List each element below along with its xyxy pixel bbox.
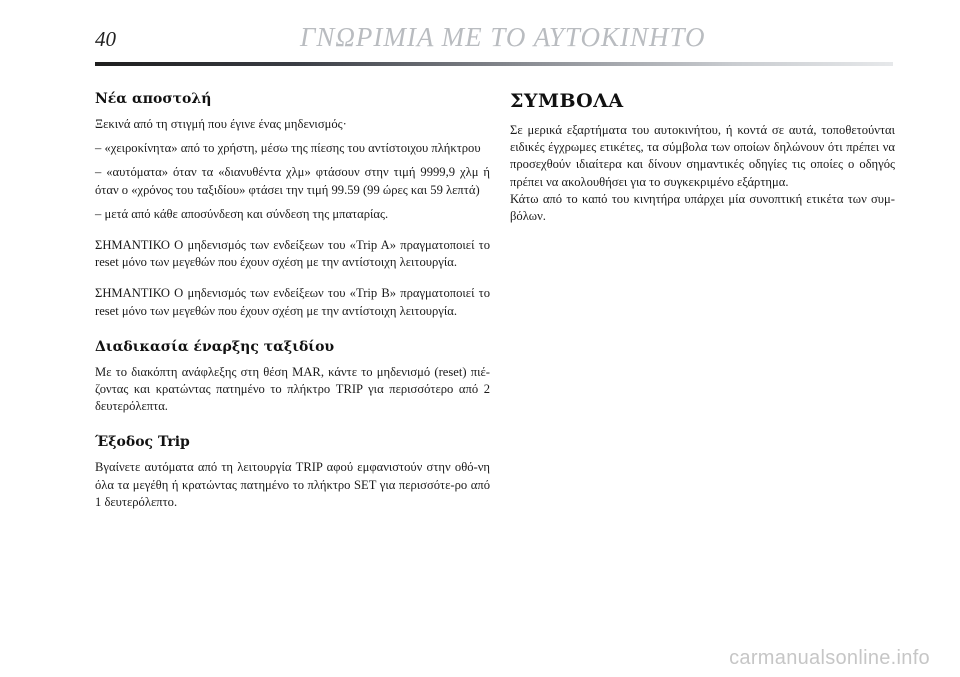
header-rule bbox=[95, 62, 893, 66]
page-number: 40 bbox=[95, 27, 116, 51]
note-trip-a: ΣΗΜΑΝΤΙΚΟ Ο μηδενισμός των ενδείξεων του «Trip A» πραγματοποιεί το reset μόνο των μεγεθών που έχουν σχέση με την αντίστοιχη λειτουργία. bbox=[95, 238, 490, 270]
note-trip-b: ΣΗΜΑΝΤΙΚΟ Ο μηδενισμός των ενδείξεων του «Trip B» πραγματοποιεί το reset μόνο των μεγεθών που έχουν σχέση με την αντίστοιχη λειτουργία. bbox=[95, 286, 490, 318]
watermark: carmanualsonline.info bbox=[729, 647, 930, 669]
bullet-battery: – μετά από κάθε αποσύνδεση και σύνδεση της μπαταρίας. bbox=[95, 206, 389, 221]
intro-text: Ξεκινά από τη στιγμή που έγινε ένας μηδενισμός· bbox=[95, 117, 347, 131]
right-column bbox=[510, 90, 895, 225]
left-column bbox=[95, 90, 490, 511]
trip-exit-text: Βγαίνετε αυτόματα από τη λειτουργία TRIP αφού εμφανιστούν στην οθό-νη όλα τα μεγέθη ή κρατώντας πατημένο το πλήκτρο SET για περισσότε-ρο από 1 δευτερόλεπτο. bbox=[95, 460, 490, 509]
symbols-label-note: Κάτω από το καπό του κινητήρα υπάρχει μία συνοπτική ετικέτα των συμ-βόλων. bbox=[510, 191, 895, 224]
section-heading-trip-start: Διαδικασία έναρξης ταξιδίου bbox=[95, 338, 335, 355]
symbols-heading: ΣΥΜΒΟΛΑ bbox=[510, 90, 624, 112]
symbols-paragraph: Σε μερικά εξαρτήματα του αυτοκινήτου, ή κοντά σε αυτά, τοποθετούνται ειδικές έγχρωμες ετικέτες, τα σύμβολα των οποίων δηλώνουν ότι πρέπει να προσεχθούν ιδιαίτερα και δίνουν σημαντικές οδηγίες τις οποίες ο οδηγός πρέπει να ακολουθήσει για το συγκεκριμένο εξάρτημα. bbox=[510, 123, 895, 189]
bullet-manual: – «χειροκίνητα» από το χρήστη, μέσω της πίεσης του αντίστοιχου πλήκτρου bbox=[95, 141, 481, 156]
section-heading-new-trip: Νέα αποστολή bbox=[95, 91, 212, 107]
section-heading-trip-exit: Έξοδος Trip bbox=[95, 434, 190, 451]
running-title: ΓΝΩΡΙΜΙΑ ΜΕ ΤΟ ΑΥΤΟΚΙΝΗΤΟ bbox=[300, 22, 706, 52]
trip-start-text: Με το διακόπτη ανάφλεξης στη θέση MAR, κάντε το μηδενισμό (reset) πιέ-ζοντας και κρατώντας πατημένο το πλήκτρο TRIP για περισσότερο από 2 δευτερόλεπτα. bbox=[95, 364, 490, 414]
bullet-automatic: – «αυτόματα» όταν τα «διανυθέντα χλμ» φτάσουν στην τιμή 9999,9 χλμ ή όταν ο «χρόνος του ταξιδίου» φτάσει την τιμή 99.59 (99 ώρες και 59 λεπτά) bbox=[95, 165, 490, 197]
